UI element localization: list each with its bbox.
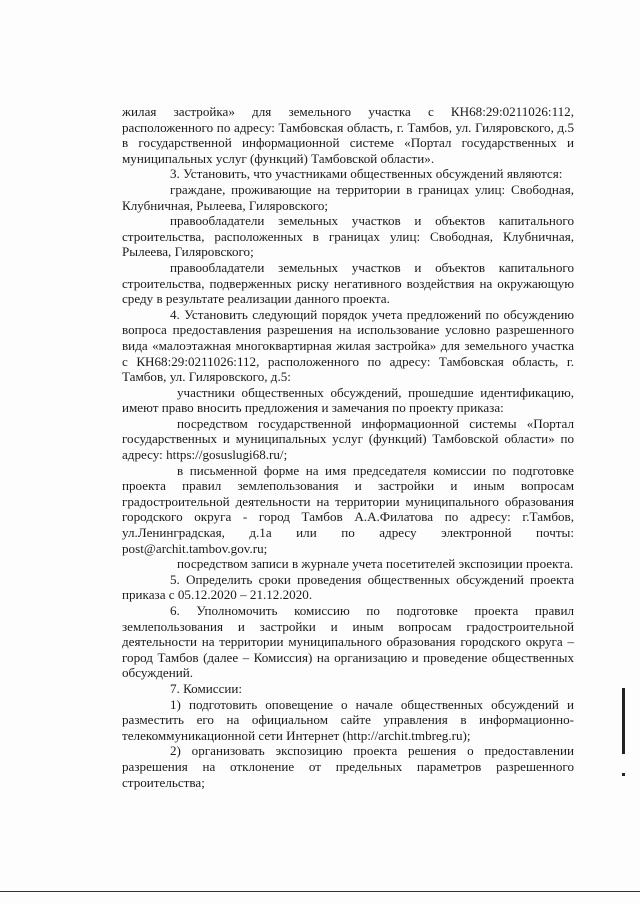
paragraph-item-6: 6. Уполномочить комиссию по подготовке проекта правил землепользования и застройки и иным вопросам градостроительной деятельности на территории муниципального образования городского округа – город Тамбов (далее – Комиссия) на организацию и проведение общественных обсуждений. — [122, 603, 574, 681]
paragraph-rightholders-1: правообладатели земельных участков и объектов капитального строительства, расположенных в границах улиц: Свободная, Клубничная, Рылеева, Гиляровского; — [122, 213, 574, 260]
scan-edge-mark-lower — [622, 773, 625, 776]
paragraph-item-7: 7. Комиссии: — [170, 680, 243, 696]
scan-edge-mark-upper — [622, 688, 625, 754]
paragraph-in-writing: в письменной форме на имя председателя комиссии по подготовке проекта правил землепользования и застройки и иным вопросам градостроительной деятельности на территории муниципального образования городского округа - город Тамбов А.А.Филатова по адресу: г.Тамбов, ул.Ленинградская, д.1а или по адресу электронной почты: post@archit.tambov.gov.ru; — [122, 462, 574, 556]
paragraph-citizens: граждане, проживающие на территории в границах улиц: Свободная, Клубничная, Рылеева, Гиляровского; — [122, 181, 574, 213]
document-body — [122, 104, 574, 790]
paragraph-subitem-2: 2) организовать экспозицию проекта решения о предоставлении разрешения на отклонение от предельных параметров разрешенного строительства; — [122, 743, 574, 790]
paragraph-continuation: жилая застройка» для земельного участка с КН68:29:0211026:112, расположенного по адресу: Тамбовская область, г. Тамбов, ул. Гиляровского, д.5 в государственной информационной системе «Портал государственных и муниципальных услуг (функций) Тамбовской области». — [122, 104, 574, 166]
paragraph-via-portal: посредством государственной информационной системы «Портал государственных и муниципальных услуг (функций) Тамбовской области» по адресу: https://gosuslugi68.ru/; — [122, 415, 574, 463]
paragraph-participants: участники общественных обсуждений, прошедшие идентификацию, имеют право вносить предложения и замечания по проекту приказа: — [122, 384, 574, 416]
paragraph-rightholders-2: правообладатели земельных участков и объектов капитального строительства, подверженных риску негативного воздействия на окружающую среду в результате реализации данного проекта. — [122, 259, 574, 307]
paragraph-item-5: 5. Определить сроки проведения общественных обсуждений проекта приказа с 05.12.2020 – 21.12.2020. — [122, 571, 574, 603]
scan-bottom-line — [0, 891, 640, 892]
paragraph-subitem-1: 1) подготовить оповещение о начале общественных обсуждений и разместить его на официальном сайте управления в информационно-телекоммуникационной сети Интернет (http://archit.tmbreg.ru); — [122, 696, 574, 743]
paragraph-item-3: 3. Установить, что участниками общественных обсуждений являются: — [170, 166, 563, 182]
paragraph-via-journal: посредством записи в журнале учета посетителей экспозиции проекта. — [177, 556, 574, 572]
paragraph-item-4: 4. Установить следующий порядок учета предложений по обсуждению вопроса предоставления разрешения на использование условно разрешенного вида «малоэтажная многоквартирная жилая застройка» для земельного участка с КН68:29:0211026:112, расположенного по адресу: Тамбовская область, г. Тамбов, ул. Гиляровского, д.5: — [122, 306, 574, 385]
